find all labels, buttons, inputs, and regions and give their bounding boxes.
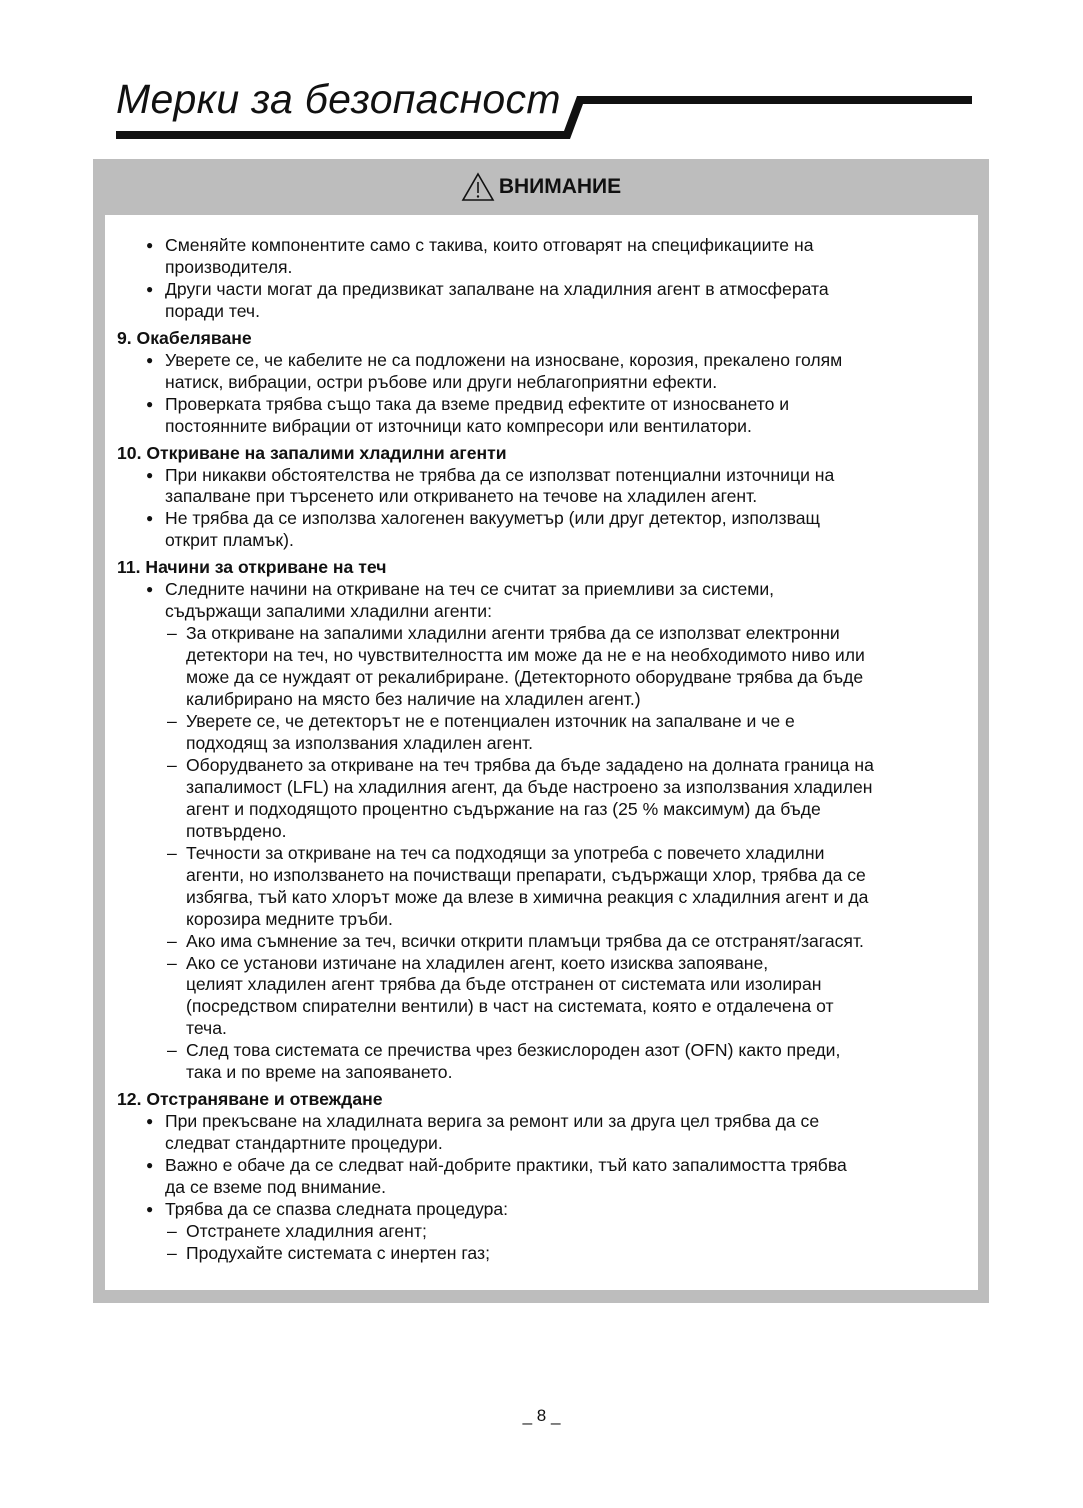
section-heading: 10. Откриване на запалими хладилни агенти bbox=[117, 442, 507, 463]
text-line bbox=[117, 579, 987, 601]
text-line bbox=[117, 1199, 987, 1221]
bullet-icon: ● bbox=[146, 467, 154, 482]
dash-icon: – bbox=[167, 1040, 177, 1061]
line-text: При прекъсване на хладилната верига за ремонт или за друга цел трябва да се bbox=[165, 1111, 820, 1132]
bullet-icon: ● bbox=[146, 352, 154, 367]
text-line bbox=[117, 755, 987, 777]
bullet-item bbox=[117, 394, 987, 438]
text-line bbox=[117, 1062, 987, 1084]
line-text: Ако има съмнение за теч, всички открити пламъци трябва да се отстранят/загасят. bbox=[186, 930, 864, 951]
line-text: подходящ за използвания хладилен агент. bbox=[186, 732, 534, 753]
line-text: избягва, тъй като хлорът може да влезе в химична реакция с хладилния агент и да bbox=[186, 886, 869, 907]
caution-label: ВНИМАНИЕ bbox=[498, 175, 622, 198]
text-line bbox=[117, 530, 987, 552]
section-heading: 11. Начини за откриване на теч bbox=[117, 557, 387, 578]
line-text: За откриване на запалими хладилни агенти трябва да се използват електронни bbox=[186, 623, 840, 644]
line-text: запалване при търсенето или откриването на течове на хладилен агент. bbox=[165, 486, 758, 507]
line-text: агент и подходящото процентно съдържание на газ (25 % максимум) да бъде bbox=[186, 798, 821, 819]
dash-item bbox=[117, 953, 987, 1041]
line-text: Уверете се, че кабелите не са подложени на износване, корозия, прекалено голям bbox=[165, 349, 843, 370]
text-line bbox=[117, 350, 987, 372]
text-line bbox=[117, 486, 987, 508]
line-text: натиск, вибрации, остри ръбове или други неблагоприятни ефекти. bbox=[165, 371, 718, 392]
line-text: Трябва да се спазва следната процедура: bbox=[165, 1198, 509, 1219]
dash-icon: – bbox=[167, 711, 177, 732]
text-line bbox=[117, 257, 987, 279]
line-text: постоянните вибрации от източници като компресори или вентилатори. bbox=[165, 415, 752, 436]
bullet-item bbox=[117, 1155, 987, 1199]
page-number: _ 8 _ bbox=[522, 1406, 561, 1425]
warning-triangle-icon bbox=[461, 172, 495, 202]
text-line bbox=[117, 601, 987, 623]
text-line bbox=[117, 1177, 987, 1199]
section bbox=[117, 557, 987, 1084]
line-text: Следните начини на откриване на теч се считат за приемливи за системи, bbox=[165, 579, 775, 600]
text-line bbox=[117, 799, 987, 821]
dash-icon: – bbox=[167, 842, 177, 863]
line-text: Ако се установи изтичане на хладилен агент, което изисква запояване, bbox=[186, 952, 769, 973]
line-text: поради теч. bbox=[165, 300, 260, 321]
line-text: корозира медните тръби. bbox=[186, 908, 393, 929]
line-text: Продухайте системата с инертен газ; bbox=[186, 1242, 490, 1263]
text-line bbox=[117, 1155, 987, 1177]
line-text: открит пламък). bbox=[165, 530, 294, 551]
text-line bbox=[117, 235, 987, 257]
line-text: така и по време на запояването. bbox=[186, 1062, 453, 1083]
section-heading: 12. Отстраняване и отвеждане bbox=[117, 1089, 383, 1110]
line-text: Проверката трябва също така да вземе предвид ефектите от износването и bbox=[165, 393, 790, 414]
line-text: може да се нуждаят от рекалибриране. (Детекторното оборудване трябва да бъде bbox=[186, 667, 864, 688]
text-line bbox=[117, 689, 987, 711]
dash-item bbox=[117, 931, 987, 953]
section bbox=[117, 1089, 987, 1265]
section bbox=[117, 443, 987, 553]
line-text: Уверете се, че детекторът не е потенциален източник на запалване и че е bbox=[186, 711, 795, 732]
dash-icon: – bbox=[167, 1220, 177, 1241]
text-line bbox=[117, 1018, 987, 1040]
text-line bbox=[117, 974, 987, 996]
page-title: Мерки за безопасност bbox=[116, 76, 561, 122]
bullet-item bbox=[117, 465, 987, 509]
line-text: потвърдено. bbox=[186, 820, 287, 841]
section bbox=[117, 235, 987, 323]
text-line bbox=[117, 843, 987, 865]
bullet-icon: ● bbox=[146, 582, 154, 597]
text-line bbox=[117, 279, 987, 301]
text-line bbox=[117, 821, 987, 843]
line-text: следват стандартните процедури. bbox=[165, 1133, 443, 1154]
bullet-item bbox=[117, 350, 987, 394]
dash-icon: – bbox=[167, 930, 177, 951]
text-line bbox=[117, 416, 987, 438]
text-line bbox=[117, 372, 987, 394]
line-text: Отстранете хладилния агент; bbox=[186, 1220, 427, 1241]
text-line bbox=[117, 909, 987, 931]
caution-content bbox=[117, 235, 987, 1265]
text-line bbox=[117, 953, 987, 975]
dash-item bbox=[117, 1221, 987, 1243]
dash-item bbox=[117, 1040, 987, 1084]
text-line bbox=[117, 865, 987, 887]
line-text: съдържащи запалими хладилни агенти: bbox=[165, 601, 492, 622]
line-text: детектори на теч, но чувствителността им може да не е на необходимото ниво или bbox=[186, 645, 865, 666]
line-text: Сменяйте компонентите само с такива, които отговарят на спецификациите на bbox=[165, 235, 814, 255]
bullet-item bbox=[117, 579, 987, 623]
bullet-item bbox=[117, 235, 987, 279]
bullet-item bbox=[117, 1111, 987, 1155]
dash-item bbox=[117, 755, 987, 843]
text-line bbox=[117, 1040, 987, 1062]
text-line bbox=[117, 667, 987, 689]
line-text: запалимост (LFL) на хладилния агент, да бъде настроено за използвания хладилен bbox=[186, 776, 873, 797]
bullet-item bbox=[117, 508, 987, 552]
dash-icon: – bbox=[167, 754, 177, 775]
dash-icon: – bbox=[167, 1242, 177, 1263]
bullet-item bbox=[117, 279, 987, 323]
line-text: производителя. bbox=[165, 256, 293, 277]
caution-header bbox=[93, 159, 989, 215]
bullet-icon: ● bbox=[146, 238, 154, 252]
text-line bbox=[117, 711, 987, 733]
text-line bbox=[117, 1221, 987, 1243]
dash-item bbox=[117, 623, 987, 711]
text-line bbox=[117, 1133, 987, 1155]
text-line bbox=[117, 996, 987, 1018]
line-text: Оборудването за откриване на теч трябва да бъде зададено на долната граница на bbox=[186, 754, 874, 775]
dash-item bbox=[117, 843, 987, 931]
text-line bbox=[117, 645, 987, 667]
bullet-icon: ● bbox=[146, 281, 154, 296]
text-line bbox=[117, 887, 987, 909]
text-line bbox=[117, 931, 987, 953]
bullet-icon: ● bbox=[146, 1201, 154, 1216]
line-text: целият хладилен агент трябва да бъде отстранен от системата или изолиран bbox=[186, 974, 822, 995]
text-line bbox=[117, 301, 987, 323]
line-text: Не трябва да се използва халогенен вакууметър (или друг детектор, използващ bbox=[165, 508, 821, 529]
text-line bbox=[117, 733, 987, 755]
line-text: агенти, но използването на почистващи препарати, съдържащи хлор, трябва да се bbox=[186, 864, 866, 885]
text-line bbox=[117, 777, 987, 799]
line-text: Други части могат да предизвикат запалване на хладилния агент в атмосферата bbox=[165, 278, 829, 299]
text-line bbox=[117, 1111, 987, 1133]
line-text: Течности за откриване на теч са подходящи за употреба с повечето хладилни bbox=[186, 842, 825, 863]
line-text: калибрирано на място без наличие на хладилен агент.) bbox=[186, 689, 641, 710]
bullet-icon: ● bbox=[146, 1114, 154, 1129]
line-text: (посредством спирателни вентили) в част на системата, която е отдалечена от bbox=[186, 996, 834, 1017]
line-text: теча. bbox=[186, 1018, 227, 1039]
text-line bbox=[117, 508, 987, 530]
dash-item bbox=[117, 711, 987, 755]
text-line bbox=[117, 623, 987, 645]
title-rule bbox=[0, 0, 1083, 150]
dash-icon: – bbox=[167, 623, 177, 644]
bullet-icon: ● bbox=[146, 511, 154, 526]
dash-icon: – bbox=[167, 952, 177, 973]
section-heading: 9. Окабеляване bbox=[117, 327, 252, 348]
line-text: да се вземе под внимание. bbox=[165, 1177, 387, 1198]
dash-item bbox=[117, 1243, 987, 1265]
bullet-icon: ● bbox=[146, 396, 154, 411]
text-line bbox=[117, 465, 987, 487]
line-text: При никакви обстоятелства не трябва да се използват потенциални източници на bbox=[165, 464, 835, 485]
bullet-icon: ● bbox=[146, 1158, 154, 1173]
line-text: Важно е обаче да се следват най-добрите практики, тъй като запалимостта трябва bbox=[165, 1155, 847, 1176]
line-text: След това системата се пречиства чрез безкислороден азот (OFN) както преди, bbox=[186, 1040, 841, 1061]
text-line bbox=[117, 394, 987, 416]
text-line bbox=[117, 1243, 987, 1265]
section bbox=[117, 328, 987, 438]
bullet-item bbox=[117, 1199, 987, 1221]
